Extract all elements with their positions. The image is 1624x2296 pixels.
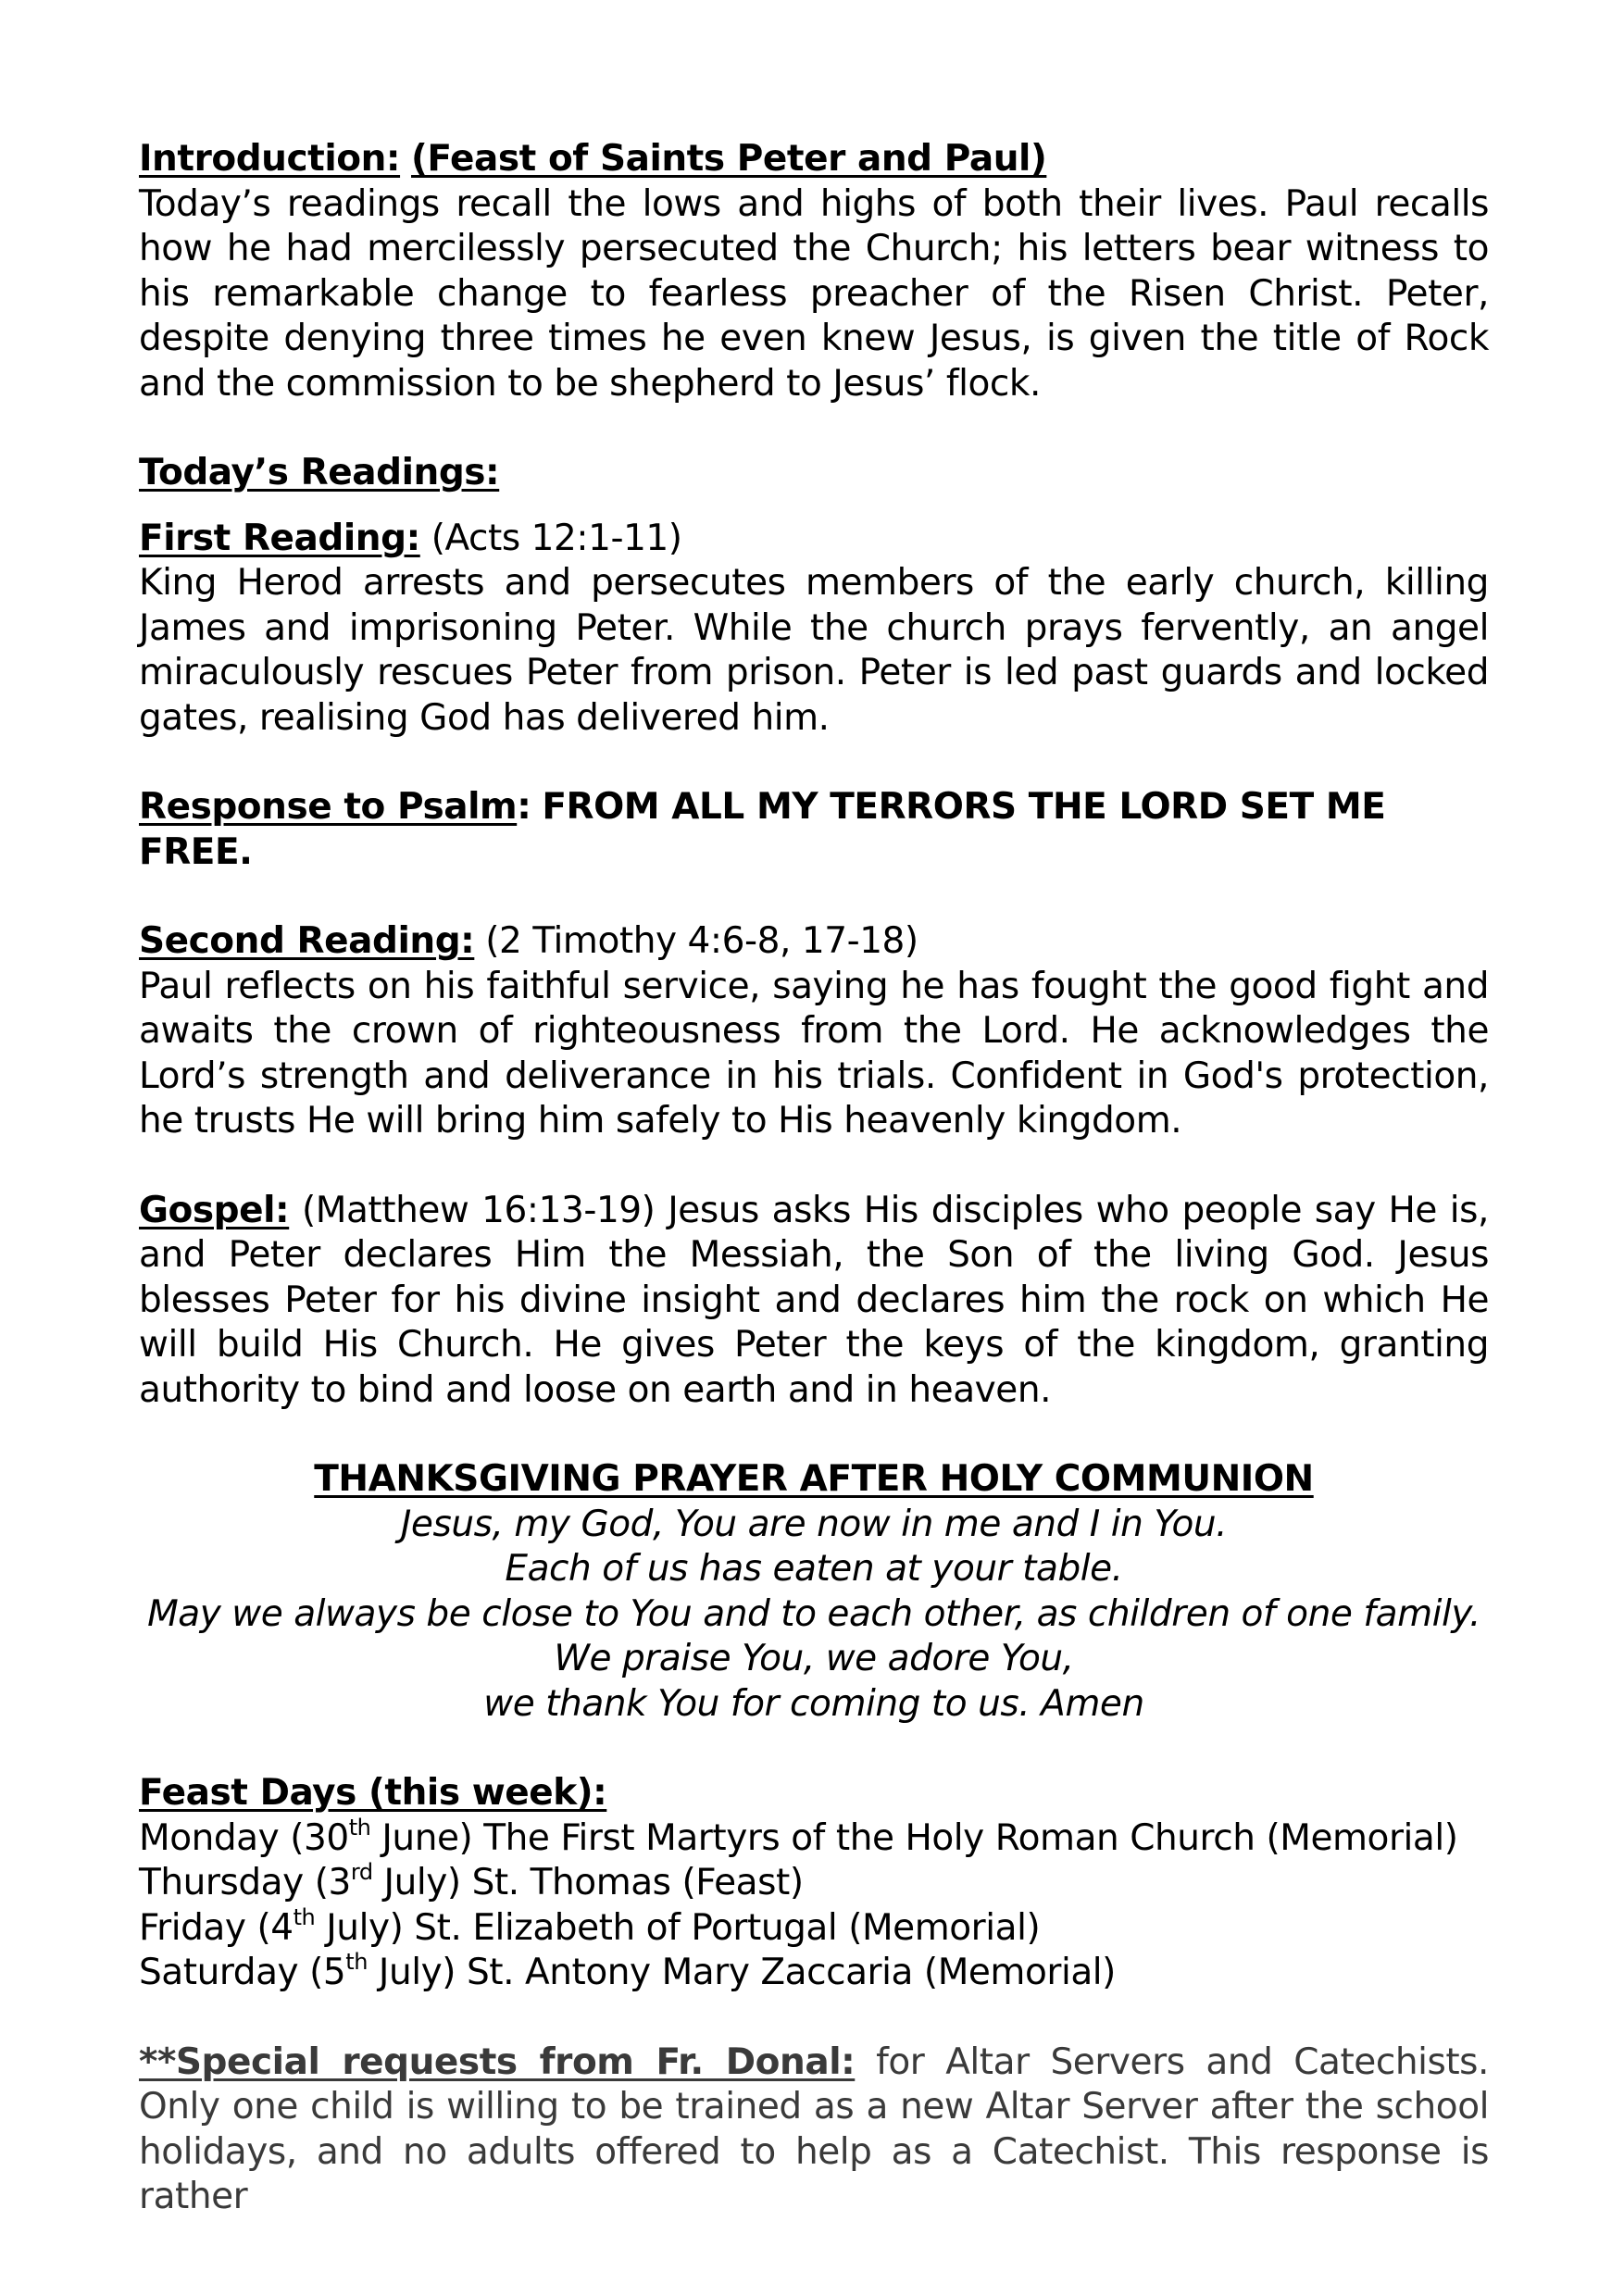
special-requests-body: for Altar Servers and Catechists. Only one child is willing to be trained as a new Altar Server after the school holidays, and no adults offered to help as a Catechist. This response is rather (139, 2040, 1490, 2217)
feast-day-item: Friday (4th July) St. Elizabeth of Portugal (Memorial) (139, 1903, 1041, 1949)
feast-day-item: Monday (30th June) The First Martyrs of the Holy Roman Church (Memorial) (139, 1814, 1458, 1859)
gospel-body: Jesus asks His disciples who people say He is, and Peter declares Him the Messiah, the Son of the living God. Jesus blesses Peter for his divine insight and declares him the rock on which He will build His Church. He gives Peter the keys of the kingdom, granting authority to bind and loose on earth and in heaven. (139, 1189, 1489, 1411)
introduction-body: Today’s readings recall the lows and highs of both their lives. Paul recalls how he had mercilessly persecuted the Church; his letters bear witness to his remarkable change to fearless preacher of the Risen Christ. Peter, despite denying three times he even knew Jesus, is given the title of Rock and the commission to be shepherd to Jesus’ flock. (139, 182, 1489, 405)
psalm-colon: : (517, 786, 531, 828)
feast-days-heading: Feast Days (this week): (139, 1772, 607, 1814)
feast-day-item: Saturday (5th July) St. Antony Mary Zaccaria (Memorial) (139, 1949, 1116, 1993)
second-reading-section (139, 919, 1489, 1144)
introduction-heading: Introduction: (139, 138, 401, 180)
feast-day-item: Thursday (3rd July) St. Thomas (Feast) (139, 1859, 804, 1903)
introduction-section (139, 137, 1489, 406)
prayer-line: Each of us has eaten at your table. (505, 1548, 1123, 1590)
prayer-line: We praise You, we adore You, (554, 1638, 1074, 1679)
introduction-subheading: (Feast of Saints Peter and Paul) (411, 138, 1047, 180)
first-reading-ref: (Acts 12:1-11) (431, 517, 682, 559)
thanksgiving-prayer (139, 1457, 1489, 1727)
first-reading-section (139, 517, 1489, 742)
gospel-ref: (Matthew 16:13-19) (302, 1189, 656, 1231)
gospel-section (139, 1189, 1489, 1414)
prayer-line: May we always be close to You and to each other, as children of one family. (147, 1592, 1480, 1635)
first-reading-body: King Herod arrests and persecutes members of the early church, killing James and imprisoning Peter. While the church prays fervently, an angel miraculously rescues Peter from prison. Peter is led past guards and locked gates, realising God has delivered him. (139, 562, 1489, 739)
first-reading-label: First Reading: (139, 517, 420, 559)
feast-days-section (139, 1771, 1489, 1996)
prayer-title: THANKSGIVING PRAYER AFTER HOLY COMMUNION (314, 1458, 1314, 1500)
special-requests-section (139, 2040, 1489, 2220)
psalm-label: Response to Psalm (139, 786, 518, 828)
readings-heading: Today’s Readings: (139, 452, 500, 493)
second-reading-ref: (2 Timothy 4:6-8, 17-18) (485, 920, 918, 962)
prayer-line: Jesus, my God, You are now in me and I in You. (400, 1503, 1228, 1545)
second-reading-label: Second Reading: (139, 920, 475, 962)
second-reading-body: Paul reflects on his faithful service, saying he has fought the good fight and awaits the crown of righteousness from the Lord. He acknowledges the Lord’s strength and deliverance in his trials. Confident in God's protection, he trusts He will bring him safely to His heavenly kingdom. (139, 965, 1489, 1142)
psalm-response (139, 785, 1489, 875)
gospel-label: Gospel: (139, 1189, 290, 1231)
special-requests-label: **Special requests from Fr. Donal: (139, 2040, 856, 2083)
prayer-line: we thank You for coming to us. Amen (483, 1682, 1144, 1725)
psalm-text: FROM ALL MY TERRORS THE LORD SET ME FREE. (139, 786, 1386, 873)
